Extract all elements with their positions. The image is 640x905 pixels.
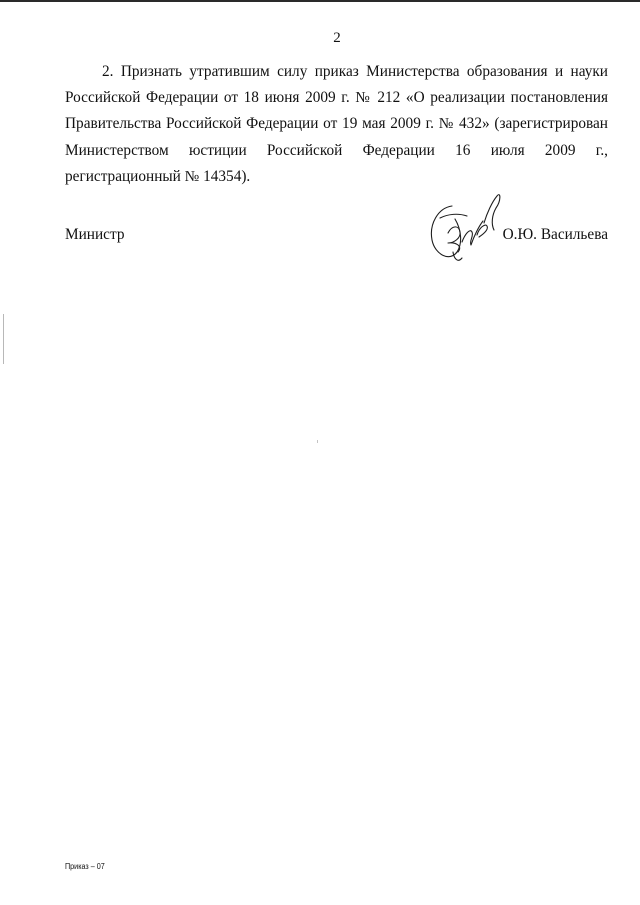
page-number: 2 [333, 30, 341, 46]
handwritten-signature [424, 188, 502, 270]
footer-code: Приказ – 07 [65, 862, 105, 871]
signatory-title: Министр [65, 226, 125, 243]
signatory-name: О.Ю. Васильева [502, 226, 608, 243]
scan-artifact [3, 314, 4, 364]
page-top-border [0, 0, 640, 2]
scan-artifact [317, 440, 318, 443]
signature-block [65, 226, 608, 252]
order-paragraph: 2. Признать утратившим силу приказ Министерства образования и науки Российской Федерации от 18 июня 2009 г. № 212 «О реализации постановления Правительства Российской Федерации от 19 мая 2009 г. № 432» (зарегистрирован Министерством юстиции Российской Федерации 16 июля 2009 г., регистрационный № 14354). [65, 63, 608, 185]
